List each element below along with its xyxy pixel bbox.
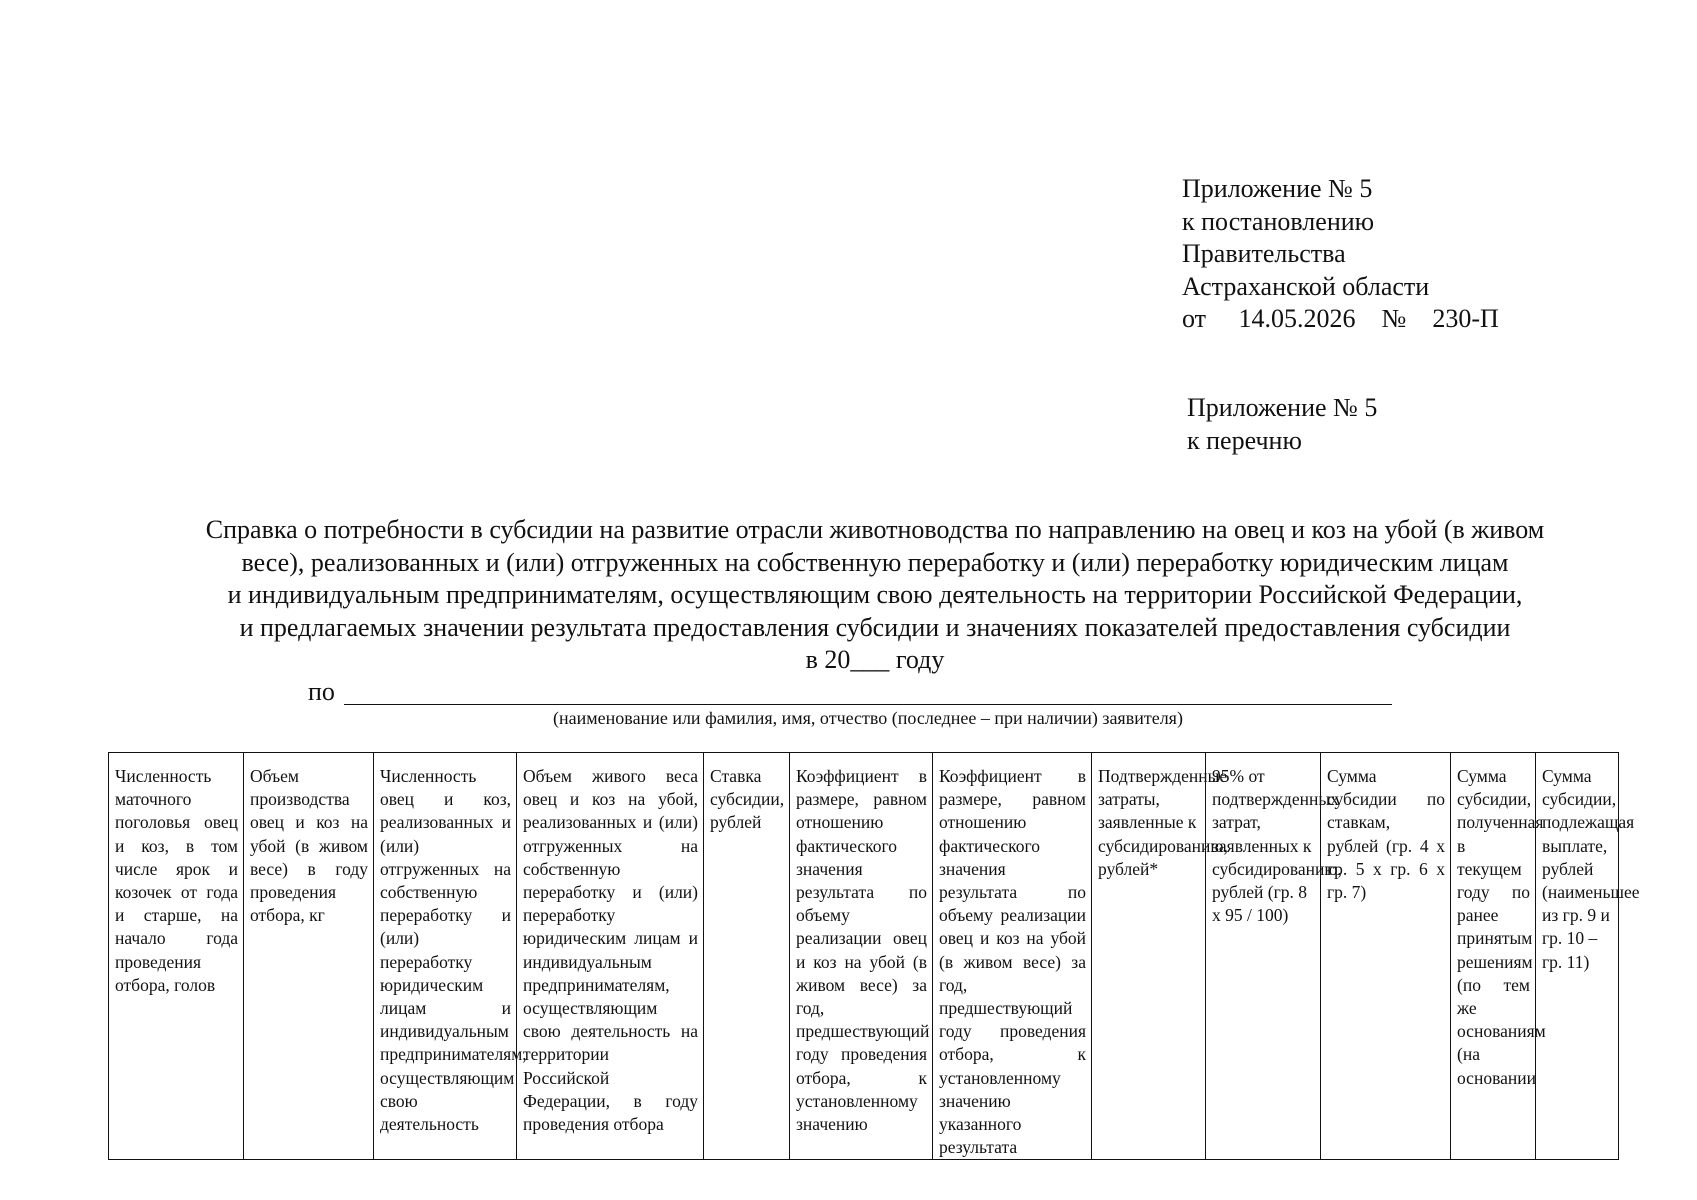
title-line: Справка о потребности в субсидии на развитие отрасли животноводства по направлению на овец и коз на убой (в живом (205, 515, 1545, 544)
appendix-line: к перечню (1187, 425, 1302, 455)
appendix-header-main (1182, 173, 1499, 336)
title-line: в 20___ году (805, 645, 945, 674)
column-header: Коэффициент в размере, равном отношению фактического значения результата по объему реализации овец и коз на убой (в живом весе) за год, предшествующий году проведения отбора, к установленному значению (790, 753, 933, 1160)
applicant-prefix: по (308, 677, 335, 706)
applicant-name-line (344, 704, 1392, 705)
document-title (120, 514, 1630, 677)
title-line: весе), реализованных и (или) отгруженных на собственную переработку и (или) переработку юридическим лицам (241, 547, 1509, 577)
title-line: и индивидуальным предпринимателям, осуществляющим свою деятельность на территории Российской Федерации, (227, 580, 1523, 609)
column-header: Сумма субсидии, подлежащая выплате, рублей (наименьшее из гр. 9 и гр. 10 – гр. 11) (1536, 753, 1619, 1160)
title-line: и предлагаемых значении результата предоставления субсидии и значениях показателей предоставления субсидии (239, 612, 1511, 642)
appendix-line: Приложение № 5 (1182, 174, 1373, 203)
column-header: Численность маточного поголовья овец и коз, в том числе ярок и козочек от года и старше, на начало года проведения отбора, голов (109, 753, 244, 1160)
appendix-header-sub (1187, 392, 1377, 457)
column-header: Объем живого веса овец и коз на убой, реализованных и (или) отгруженных на собственную переработку и (или) переработку юридическим лицам и индивидуальным предпринимателям, осуществляющим свою деятельность на территории Российской Федерации, в году проведения отбора (517, 753, 704, 1160)
appendix-line: Приложение № 5 (1187, 393, 1378, 422)
column-header: Подтвержденные затраты, заявленные к субсидированию, рублей* (1092, 753, 1206, 1160)
column-header: Численность овец и коз, реализованных и (или) отгруженных на собственную переработку и (или) переработку юридическим лицам и индивидуальным предпринимателям, осуществляющим свою деятельность (374, 753, 517, 1160)
appendix-date-number-line: от 14.05.2026 № 230-П (1182, 304, 1499, 333)
column-header: Коэффициент в размере, равном отношению фактического значения результата по объему реализации овец и коз на убой (в живом весе) за год, предшествующий году проведения отбора, к установленному значению указанного результата (933, 753, 1092, 1160)
column-header: 95% от подтвержденных затрат, заявленных к субсидированию, рублей (гр. 8 х 95 / 100) (1206, 753, 1321, 1160)
appendix-line: Правительства (1182, 239, 1346, 268)
table-header-row (109, 753, 1619, 1160)
column-header: Сумма субсидии, полученная в текущем году по ранее принятым решениям (по тем же основаниям (на основании (1451, 753, 1536, 1160)
column-header: Объем производства овец и коз на убой (в живом весе) в году проведения отбора, кг (244, 753, 374, 1160)
appendix-line: к постановлению (1182, 206, 1375, 236)
appendix-line: Астраханской области (1182, 271, 1430, 301)
column-header: Сумма субсидии по ставкам, рублей (гр. 4 х гр. 5 х гр. 6 х гр. 7) (1321, 753, 1451, 1160)
column-header: Ставка субсидии, рублей (704, 753, 790, 1160)
subsidy-table (108, 752, 1640, 1158)
applicant-caption: (наименование или фамилия, имя, отчество (последнее – при наличии) заявителя) (553, 708, 1183, 728)
